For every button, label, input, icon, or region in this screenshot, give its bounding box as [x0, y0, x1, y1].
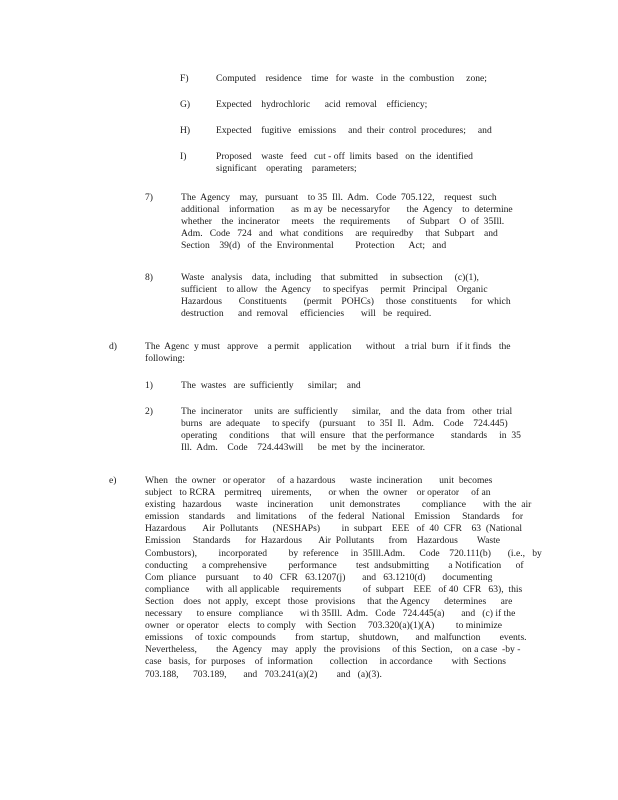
- text-line: Expected fugitive emissions and their control procedures; and: [216, 125, 492, 136]
- text-line: Waste analysis data, including that submitted in subsection (c)(1),: [181, 272, 479, 283]
- text-line: Emission Standards for Hazardous Air Pollutants from Hazardous Waste: [145, 535, 501, 547]
- text-line: conducting a comprehensive performance test andsubmitting a Notification of: [145, 559, 524, 571]
- text-line: existing hazardous waste incineration unit demonstrates compliance with the air: [145, 499, 532, 511]
- text-line: 703.188, 703.189, and 703.241(a)(2) and (a)(3).: [145, 668, 382, 680]
- item-label: G): [180, 99, 191, 110]
- text-line: following:: [145, 353, 185, 365]
- text-line: When the owner or operator of a hazardous waste incineration unit becomes: [145, 475, 493, 486]
- text-line: Section 39(d) of the Environmental Protection Act; and: [181, 240, 447, 252]
- text-line: The Agenc y must approve a permit application without a trial burn if it finds the: [145, 341, 511, 352]
- item-label: H): [180, 125, 191, 136]
- text-line: case basis, for purposes of information collection in accordance with Sections: [145, 656, 507, 668]
- text-line: destruction and removal efficiencies will be required.: [181, 308, 432, 320]
- item-text: [145, 341, 531, 365]
- item-label: 7): [145, 192, 153, 203]
- text-line: sufficient to allow the Agency to specifyas permit Principal Organic: [181, 284, 488, 296]
- item-label: e): [109, 475, 117, 486]
- item-text: [216, 99, 516, 111]
- text-line: The wastes are sufficiently similar; and: [181, 380, 361, 391]
- text-line: The Agency may, pursuant to 35 Ill. Adm. Code 705.122, request such: [181, 192, 497, 203]
- item-label: 8): [145, 272, 153, 283]
- text-line: emissions of toxic compounds from startup, shutdown, and malfunction events.: [145, 632, 527, 644]
- item-text: [216, 73, 516, 85]
- item-label: 2): [145, 406, 153, 417]
- text-line: Section does not apply, except those provisions that the Agency determines are: [145, 595, 513, 607]
- item-text: [181, 380, 517, 392]
- text-line: The incinerator units are sufficiently similar, and the data from other trial: [181, 406, 513, 417]
- text-line: compliance with all applicable requirements of subpart EEE of 40 CFR 63), this: [145, 583, 523, 595]
- text-line: Expected hydrochloric acid removal efficiency;: [216, 99, 428, 110]
- item-label: I): [180, 151, 187, 162]
- text-line: necessary to ensure compliance wi th 35Ill. Adm. Code 724.445(a) and (c) if the: [145, 608, 516, 620]
- text-line: Proposed waste feed cut - off limits based on the identified: [216, 151, 473, 162]
- text-line: significant operating parameters;: [216, 163, 357, 175]
- text-line: Combustors), incorporated by reference in 35Ill.Adm. Code 720.111(b) (i.e., by: [145, 547, 542, 559]
- item-text: [216, 151, 516, 175]
- text-line: Hazardous Air Pollutants (NESHAPs) in subpart EEE of 40 CFR 63 (National: [145, 523, 523, 535]
- text-line: Hazardous Constituents (permit POHCs) those constituents for which: [181, 296, 511, 308]
- item-text: [145, 475, 542, 681]
- text-line: owner or operator elects to comply with Section 703.320(a)(1)(A) to minimize: [145, 620, 503, 632]
- text-line: Ill. Adm. Code 724.443will be met by the incinerator.: [181, 442, 426, 454]
- item-text: [216, 125, 516, 137]
- text-line: subject to RCRA permitreq uirements, or when the owner or operator of an: [145, 487, 491, 499]
- text-line: emission standards and limitations of the federal National Emission Standards for: [145, 511, 524, 523]
- text-line: additional information as m ay be necessaryfor the Agency to determine: [181, 204, 513, 216]
- text-line: burns are adequate to specify (pursuant to 35I Il. Adm. Code 724.445): [181, 418, 508, 430]
- text-line: whether the incinerator meets the requirements of Subpart O of 35Ill.: [181, 216, 505, 228]
- text-line: Computed residence time for waste in the combustion zone;: [216, 73, 487, 84]
- item-label: F): [180, 73, 189, 84]
- item-text: [181, 406, 521, 454]
- text-line: Com pliance pursuant to 40 CFR 63.1207(j) and 63.1210(d) documenting: [145, 571, 493, 583]
- text-line: operating conditions that will ensure that the performance standards in 35: [181, 430, 521, 442]
- item-text: [181, 192, 517, 252]
- text-line: Nevertheless, the Agency may apply the provisions of this Section, on a case -by -: [145, 644, 521, 656]
- item-label: d): [109, 341, 117, 352]
- text-line: Adm. Code 724 and what conditions are requiredby that Subpart and: [181, 228, 498, 240]
- item-label: 1): [145, 380, 153, 391]
- item-text: [181, 272, 517, 320]
